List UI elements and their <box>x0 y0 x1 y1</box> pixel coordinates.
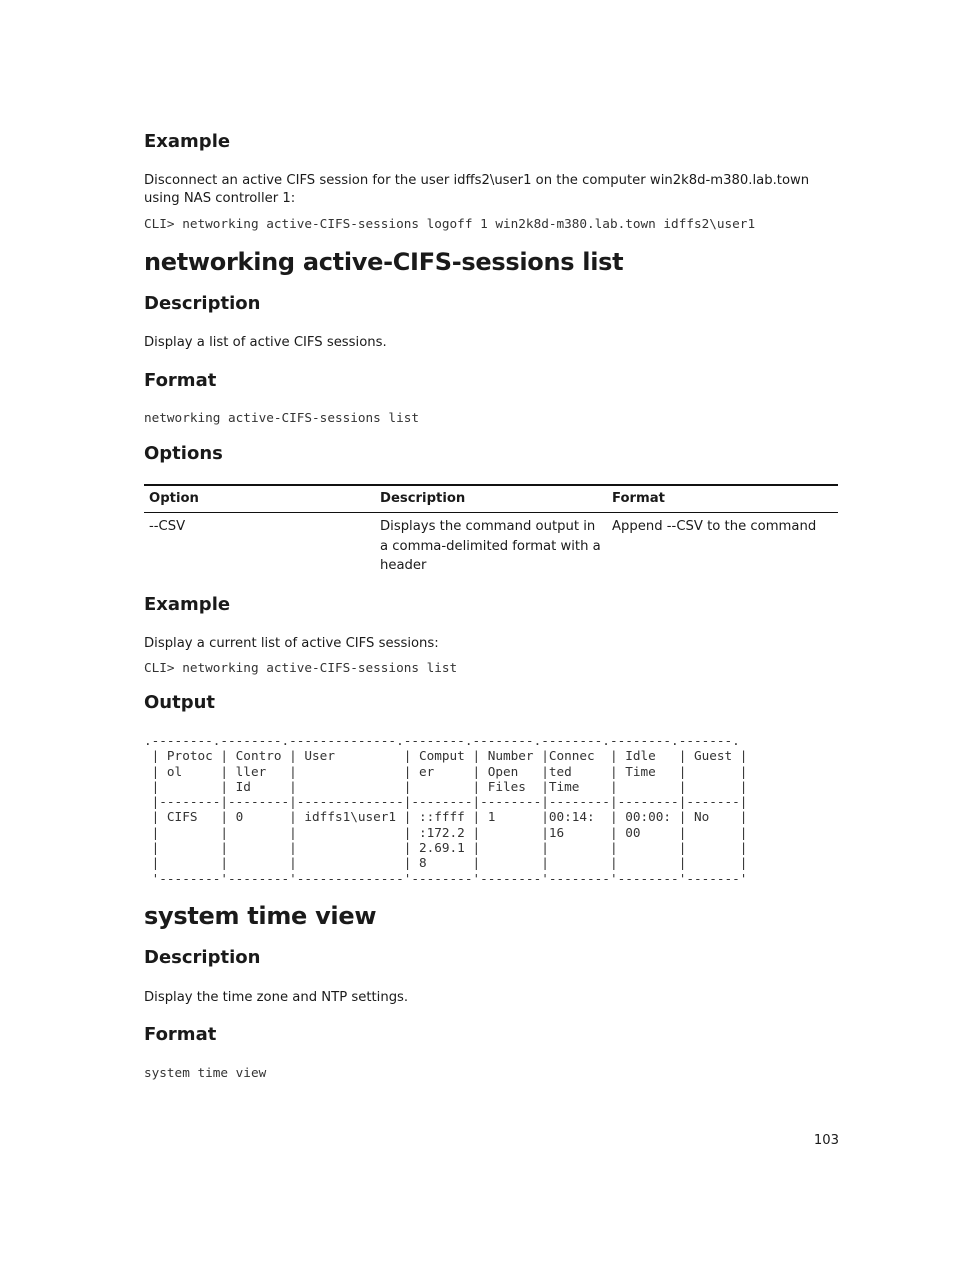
output-line: | ol | ller | | er | Open |ted | Time | | <box>144 763 748 779</box>
output-line: |--------|--------|--------------|--------|--------|--------|--------|-------| <box>144 794 748 810</box>
table-header-row <box>144 484 838 513</box>
example-command: CLI> networking active-CIFS-sessions logoff 1 win2k8d-m380.lab.town idffs2\user1 <box>144 216 756 231</box>
description-heading: Description <box>144 293 261 314</box>
cell-format: Append --CSV to the command <box>612 519 817 534</box>
options-table <box>144 484 838 577</box>
header-format: Format <box>612 491 665 506</box>
output-line: | Protoc | Contro | User | Comput | Number |Connec | Idle | Guest | <box>144 748 748 764</box>
description-text: Display a list of active CIFS sessions. <box>144 335 387 350</box>
format-heading-2: Format <box>144 1024 217 1045</box>
cell-description-line: Displays the command output in <box>380 519 596 534</box>
example-text-2: Display a current list of active CIFS sessions: <box>144 636 439 651</box>
table-row <box>144 513 838 577</box>
example-text-line1: Disconnect an active CIFS session for the user idffs2\user1 on the computer win2k8d-m380.lab.town <box>144 173 810 188</box>
output-line: | | Id | | | Files |Time | | | <box>144 778 748 794</box>
example-heading-2: Example <box>144 594 231 615</box>
section-title-system-time: system time view <box>144 902 377 930</box>
header-option: Option <box>149 491 199 506</box>
output-line: | CIFS | 0 | idffs1\user1 | ::ffff | 1 |00:14: | 00:00: | No | <box>144 809 748 825</box>
cell-description <box>380 517 608 576</box>
output-line: | | | | 8 | | | | | <box>144 855 748 871</box>
output-line: .--------.--------.--------------.--------.--------.--------.--------.-------. <box>144 733 740 748</box>
header-description: Description <box>380 491 466 506</box>
example-text <box>144 172 844 208</box>
output-heading: Output <box>144 692 216 713</box>
description-heading-2: Description <box>144 947 261 968</box>
output-line: '--------'--------'--------------'--------'--------'--------'--------'-------' <box>144 870 748 886</box>
page-number: 103 <box>813 1133 839 1148</box>
format-heading: Format <box>144 370 217 391</box>
cell-description-line: header <box>380 558 427 573</box>
example-heading: Example <box>144 131 231 152</box>
example-text-line2: using NAS controller 1: <box>144 191 296 206</box>
cell-description-line: a comma-delimited format with a <box>380 538 601 554</box>
output-line: | | | | 2.69.1 | | | | | <box>144 840 748 856</box>
example-command-2: CLI> networking active-CIFS-sessions list <box>144 660 458 675</box>
output-line: | | | | :172.2 | |16 | 00 | | <box>144 824 748 840</box>
description-text-2: Display the time zone and NTP settings. <box>144 990 409 1005</box>
options-heading: Options <box>144 443 223 464</box>
section-title-cifs-list: networking active-CIFS-sessions list <box>144 248 624 276</box>
cell-option: --CSV <box>149 519 186 534</box>
output-block <box>144 733 747 886</box>
format-code-2: system time view <box>144 1065 267 1080</box>
format-code: networking active-CIFS-sessions list <box>144 410 419 425</box>
